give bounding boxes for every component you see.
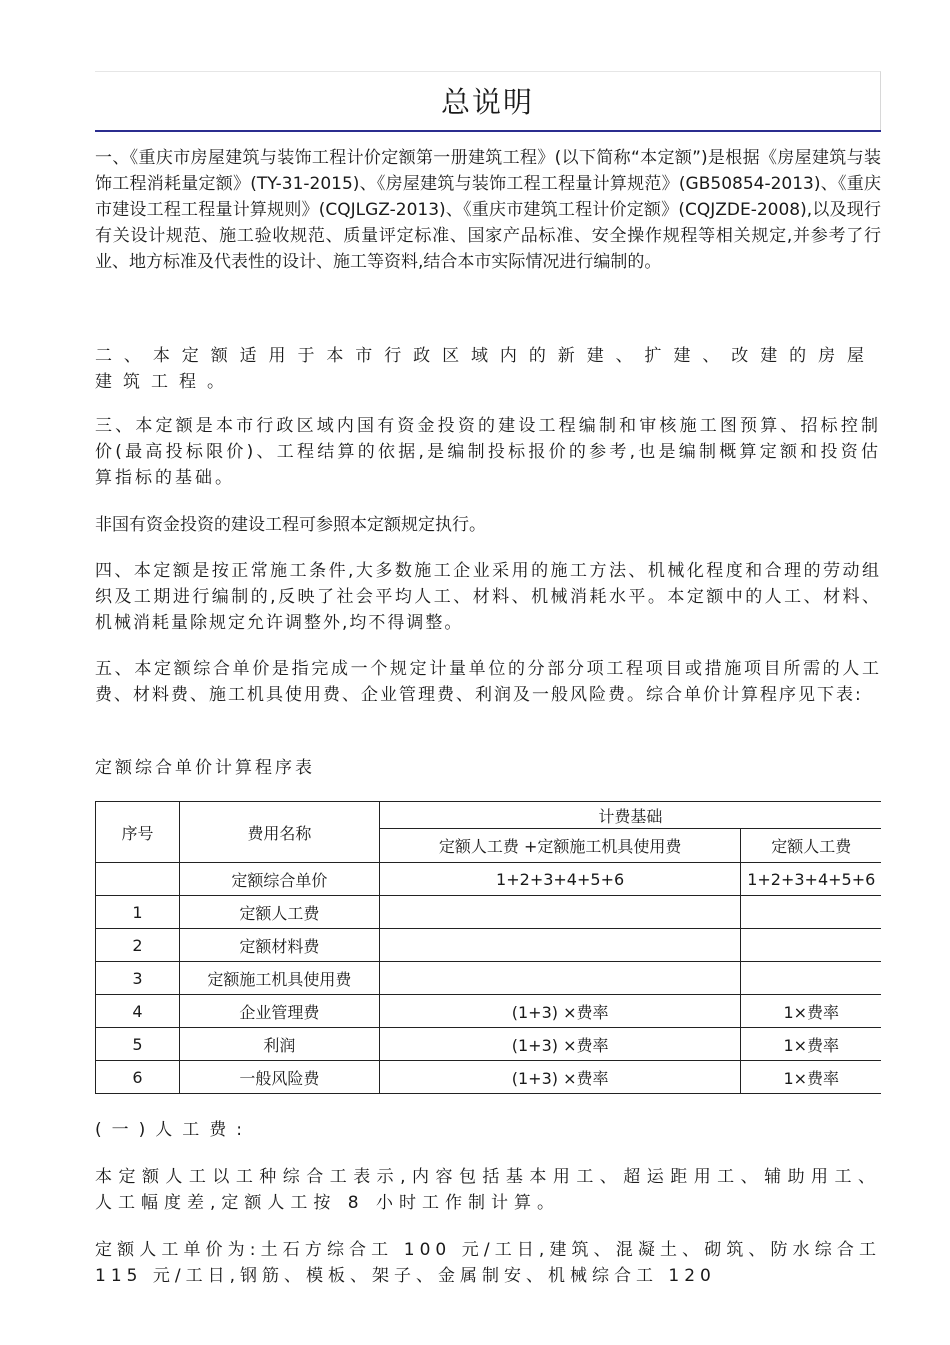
cell-seq: 2 (96, 929, 180, 962)
table-row (96, 896, 882, 929)
cell-seq: 5 (96, 1028, 180, 1061)
cell-seq (96, 863, 180, 896)
header-basis: 计费基础 (379, 802, 881, 829)
paragraph-3-note: 非国有资金投资的建设工程可参照本定额规定执行。 (95, 515, 486, 535)
cell-basis-b (741, 929, 881, 962)
cell-basis-b (741, 896, 881, 929)
paragraph-3: 三、本定额是本市行政区域内国有资金投资的建设工程编制和审核施工图预算、招标控制价(最高投标限价)、工程结算的依据,是编制投标报价的参考,也是编制概算定额和投资估算指标的基础。 (95, 416, 881, 488)
header-name: 费用名称 (179, 802, 379, 863)
table-row (96, 1061, 882, 1094)
cell-name: 定额施工机具使用费 (179, 962, 379, 995)
cell-basis-a: (1+3) ×费率 (379, 1061, 741, 1094)
labor-paragraph-1: 本定额人工以工种综合工表示,内容包括基本用工、超运距用工、辅助用工、人工幅度差,定额人工按 8 小时工作制计算。 (95, 1167, 881, 1213)
cell-name: 定额材料费 (179, 929, 379, 962)
cell-seq: 3 (96, 962, 180, 995)
table-row (96, 962, 882, 995)
cell-basis-b: 1×费率 (741, 1061, 881, 1094)
cell-basis-a (379, 929, 741, 962)
cell-basis-b: 1+2+3+4+5+6 (741, 863, 881, 896)
title-box (95, 71, 881, 130)
cell-basis-b: 1×费率 (741, 1028, 881, 1061)
section-labor-heading: (一)人工费: (95, 1120, 252, 1140)
cell-name: 一般风险费 (179, 1061, 379, 1094)
paragraph-5: 五、本定额综合单价是指完成一个规定计量单位的分部分项工程项目或措施项目所需的人工费、材料费、施工机具使用费、企业管理费、利润及一般风险费。综合单价计算程序见下表: (95, 659, 881, 705)
table-row (96, 863, 882, 896)
labor-paragraph-2: 定额人工单价为:土石方综合工 100 元/工日,建筑、混凝土、砌筑、防水综合工 115 元/工日,钢筋、模板、架子、金属制安、机械综合工 120 (95, 1240, 881, 1286)
cell-seq: 6 (96, 1061, 180, 1094)
cell-basis-b: 1×费率 (741, 995, 881, 1028)
table-row (96, 929, 882, 962)
cell-name: 定额人工费 (179, 896, 379, 929)
header-basis-b: 定额人工费 (741, 829, 881, 863)
cell-basis-b (741, 962, 881, 995)
cell-basis-a: 1+2+3+4+5+6 (379, 863, 741, 896)
fee-table (95, 801, 881, 1094)
paragraph-2: 二、本定额适用于本市行政区域内的新建、扩建、改建的房屋建筑工程。 (95, 346, 875, 392)
table-row (96, 1028, 882, 1061)
page-title: 总说明 (440, 85, 534, 119)
cell-basis-a (379, 962, 741, 995)
table-caption: 定额综合单价计算程序表 (95, 758, 315, 778)
cell-name: 定额综合单价 (179, 863, 379, 896)
cell-basis-a: (1+3) ×费率 (379, 1028, 741, 1061)
cell-name: 利润 (179, 1028, 379, 1061)
cell-seq: 4 (96, 995, 180, 1028)
table-row (96, 995, 882, 1028)
paragraph-1: 一、《重庆市房屋建筑与装饰工程计价定额第一册建筑工程》(以下简称“本定额”)是根据《房屋建筑与装饰工程消耗量定额》(TY-31-2015)、《房屋建筑与装饰工程工程量计算规范》(GB50854-2013)、《重庆市建设工程工程量计算规则》(CQJLGZ-2013)、《重庆市建筑工程计价定额》(CQJZDE-2008),以及现行有关设计规范、施工验收规范、质量评定标准、国家产品标准、安全操作规程等相关规定,并参考了行业、地方标准及代表性的设计、施工等资料,结合本市实际情况进行编制的。 (95, 148, 881, 272)
header-seq: 序号 (96, 802, 180, 863)
cell-name: 企业管理费 (179, 995, 379, 1028)
cell-seq: 1 (96, 896, 180, 929)
header-basis-a: 定额人工费 +定额施工机具使用费 (379, 829, 741, 863)
cell-basis-a (379, 896, 741, 929)
paragraph-4: 四、本定额是按正常施工条件,大多数施工企业采用的施工方法、机械化程度和合理的劳动组织及工期进行编制的,反映了社会平均人工、材料、机械消耗水平。本定额中的人工、材料、机械消耗量除规定允许调整外,均不得调整。 (95, 561, 881, 633)
title-rule (95, 130, 881, 132)
cell-basis-a: (1+3) ×费率 (379, 995, 741, 1028)
